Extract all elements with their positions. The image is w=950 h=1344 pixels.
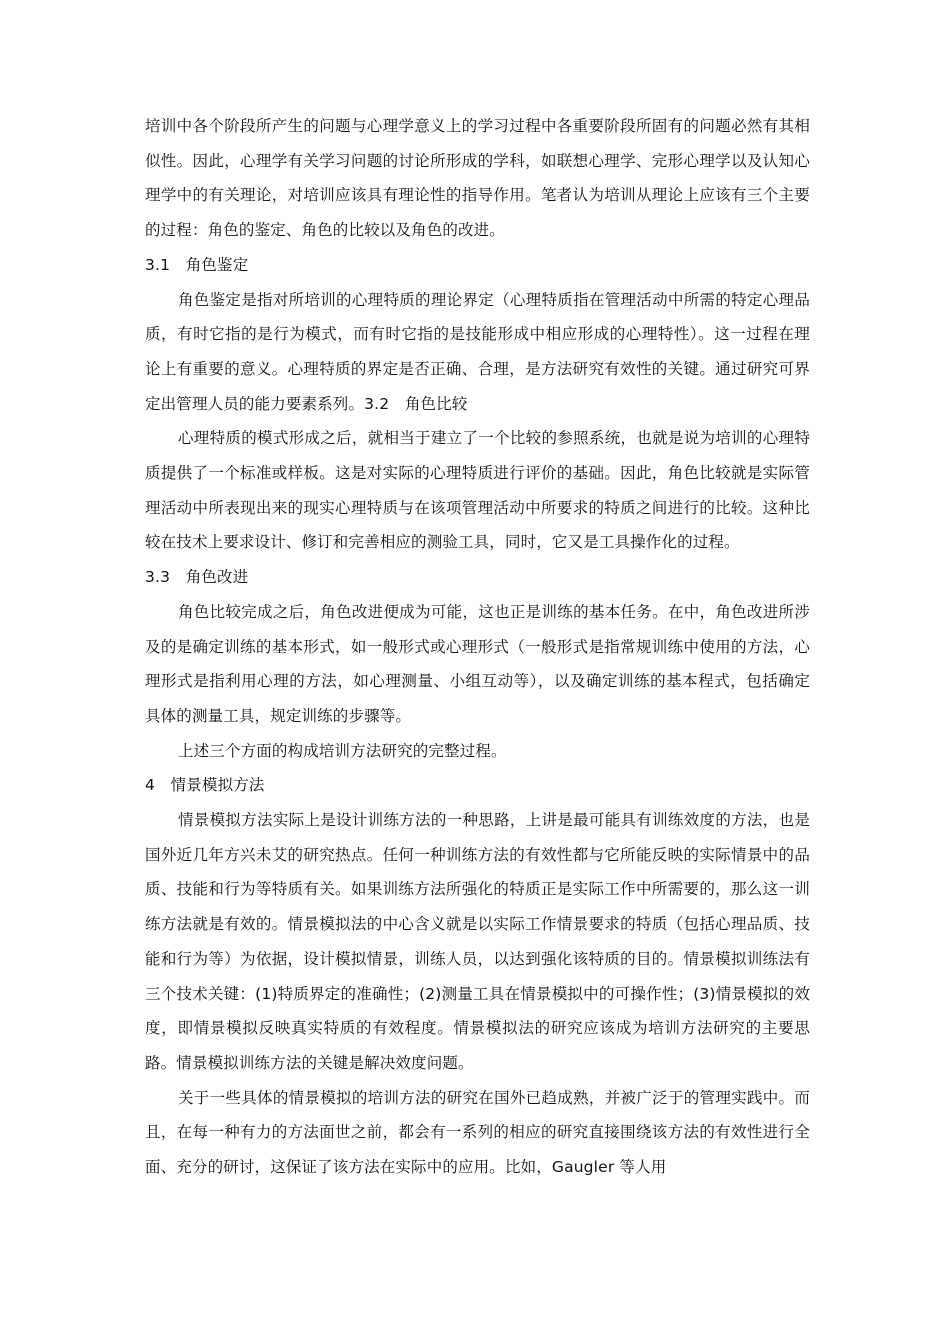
section-heading-3-1: 3.1 角色鉴定 <box>145 255 249 274</box>
paragraph-role-identification: 角色鉴定是指对所培训的心理特质的理论界定（心理特质指在管理活动中所需的特定心理品质，有时它指的是行为模式，而有时它指的是技能形成中相应形成的心理特性）。这一过程在理论上有重要的意义。心理特质的界定是否正确、合理，是方法研究有效性的关键。通过研究可界定出管理人员的能力要素系列。3.2 角色比较 <box>145 290 810 413</box>
paragraph-role-comparison: 心理特质的模式形成之后，就相当于建立了一个比较的参照系统，也就是说为培训的心理特质提供了一个标准或样板。这是对实际的心理特质进行评价的基础。因此，角色比较就是实际管理活动中所表现出来的现实心理特质与在该项管理活动中所要求的特质之间进行的比较。这种比较在技术上要求设计、修订和完善相应的测验工具，同时，它又是工具操作化的过程。 <box>145 429 810 552</box>
paragraph-role-improvement: 角色比较完成之后，角色改进便成为可能，这也正是训练的基本任务。在中，角色改进所涉及的是确定训练的基本形式，如一般形式或心理形式（一般形式是指常规训练中使用的方法，心理形式是指利用心理的方法，如心理测量、小组互动等），以及确定训练的基本程式，包括确定具体的测量工具，规定训练的步骤等。 <box>145 602 810 725</box>
paragraph-foreign-research: 关于一些具体的情景模拟的培训方法的研究在国外已趋成熟，并被广泛于的管理实践中。而且，在每一种有力的方法面世之前，都会有一系列的相应的研究直接围绕该方法的有效性进行全面、充分的研讨，这保证了该方法在实际中的应用。比如，Gaugler 等人用 <box>145 1088 810 1177</box>
paragraph-situational-simulation: 情景模拟方法实际上是设计训练方法的一种思路，上讲是最可能具有训练效度的方法，也是国外近几年方兴未艾的研究热点。任何一种训练方法的有效性都与它所能反映的实际情景中的品质、技能和行为等特质有关。如果训练方法所强化的特质正是实际工作中所需要的，那么这一训练方法就是有效的。情景模拟法的中心含义就是以实际工作情景要求的特质（包括心理品质、技能和行为等）为依据，设计模拟情景，训练人员，以达到强化该特质的目的。情景模拟训练法有三个技术关键：(1)特质界定的准确性；(2)测量工具在情景模拟中的可操作性；(3)情景模拟的效度，即情景模拟反映真实特质的有效程度。情景模拟法的研究应该成为培训方法研究的主要思路。情景模拟训练方法的关键是解决效度问题。 <box>145 811 810 1072</box>
section-heading-4: 4 情景模拟方法 <box>145 776 265 795</box>
section-heading-3-3: 3.3 角色改进 <box>145 568 249 587</box>
document-body <box>145 109 810 1185</box>
paragraph-intro-continued: 培训中各个阶段所产生的问题与心理学意义上的学习过程中各重要阶段所固有的问题必然有其相似性。因此，心理学有关学习问题的讨论所形成的学科，如联想心理学、完形心理学以及认知心理学中的有关理论，对培训应该具有理论性的指导作用。笔者认为培训从理论上应该有三个主要的过程：角色的鉴定、角色的比较以及角色的改进。 <box>145 117 810 240</box>
paragraph-summary: 上述三个方面的构成培训方法研究的完整过程。 <box>178 741 507 760</box>
